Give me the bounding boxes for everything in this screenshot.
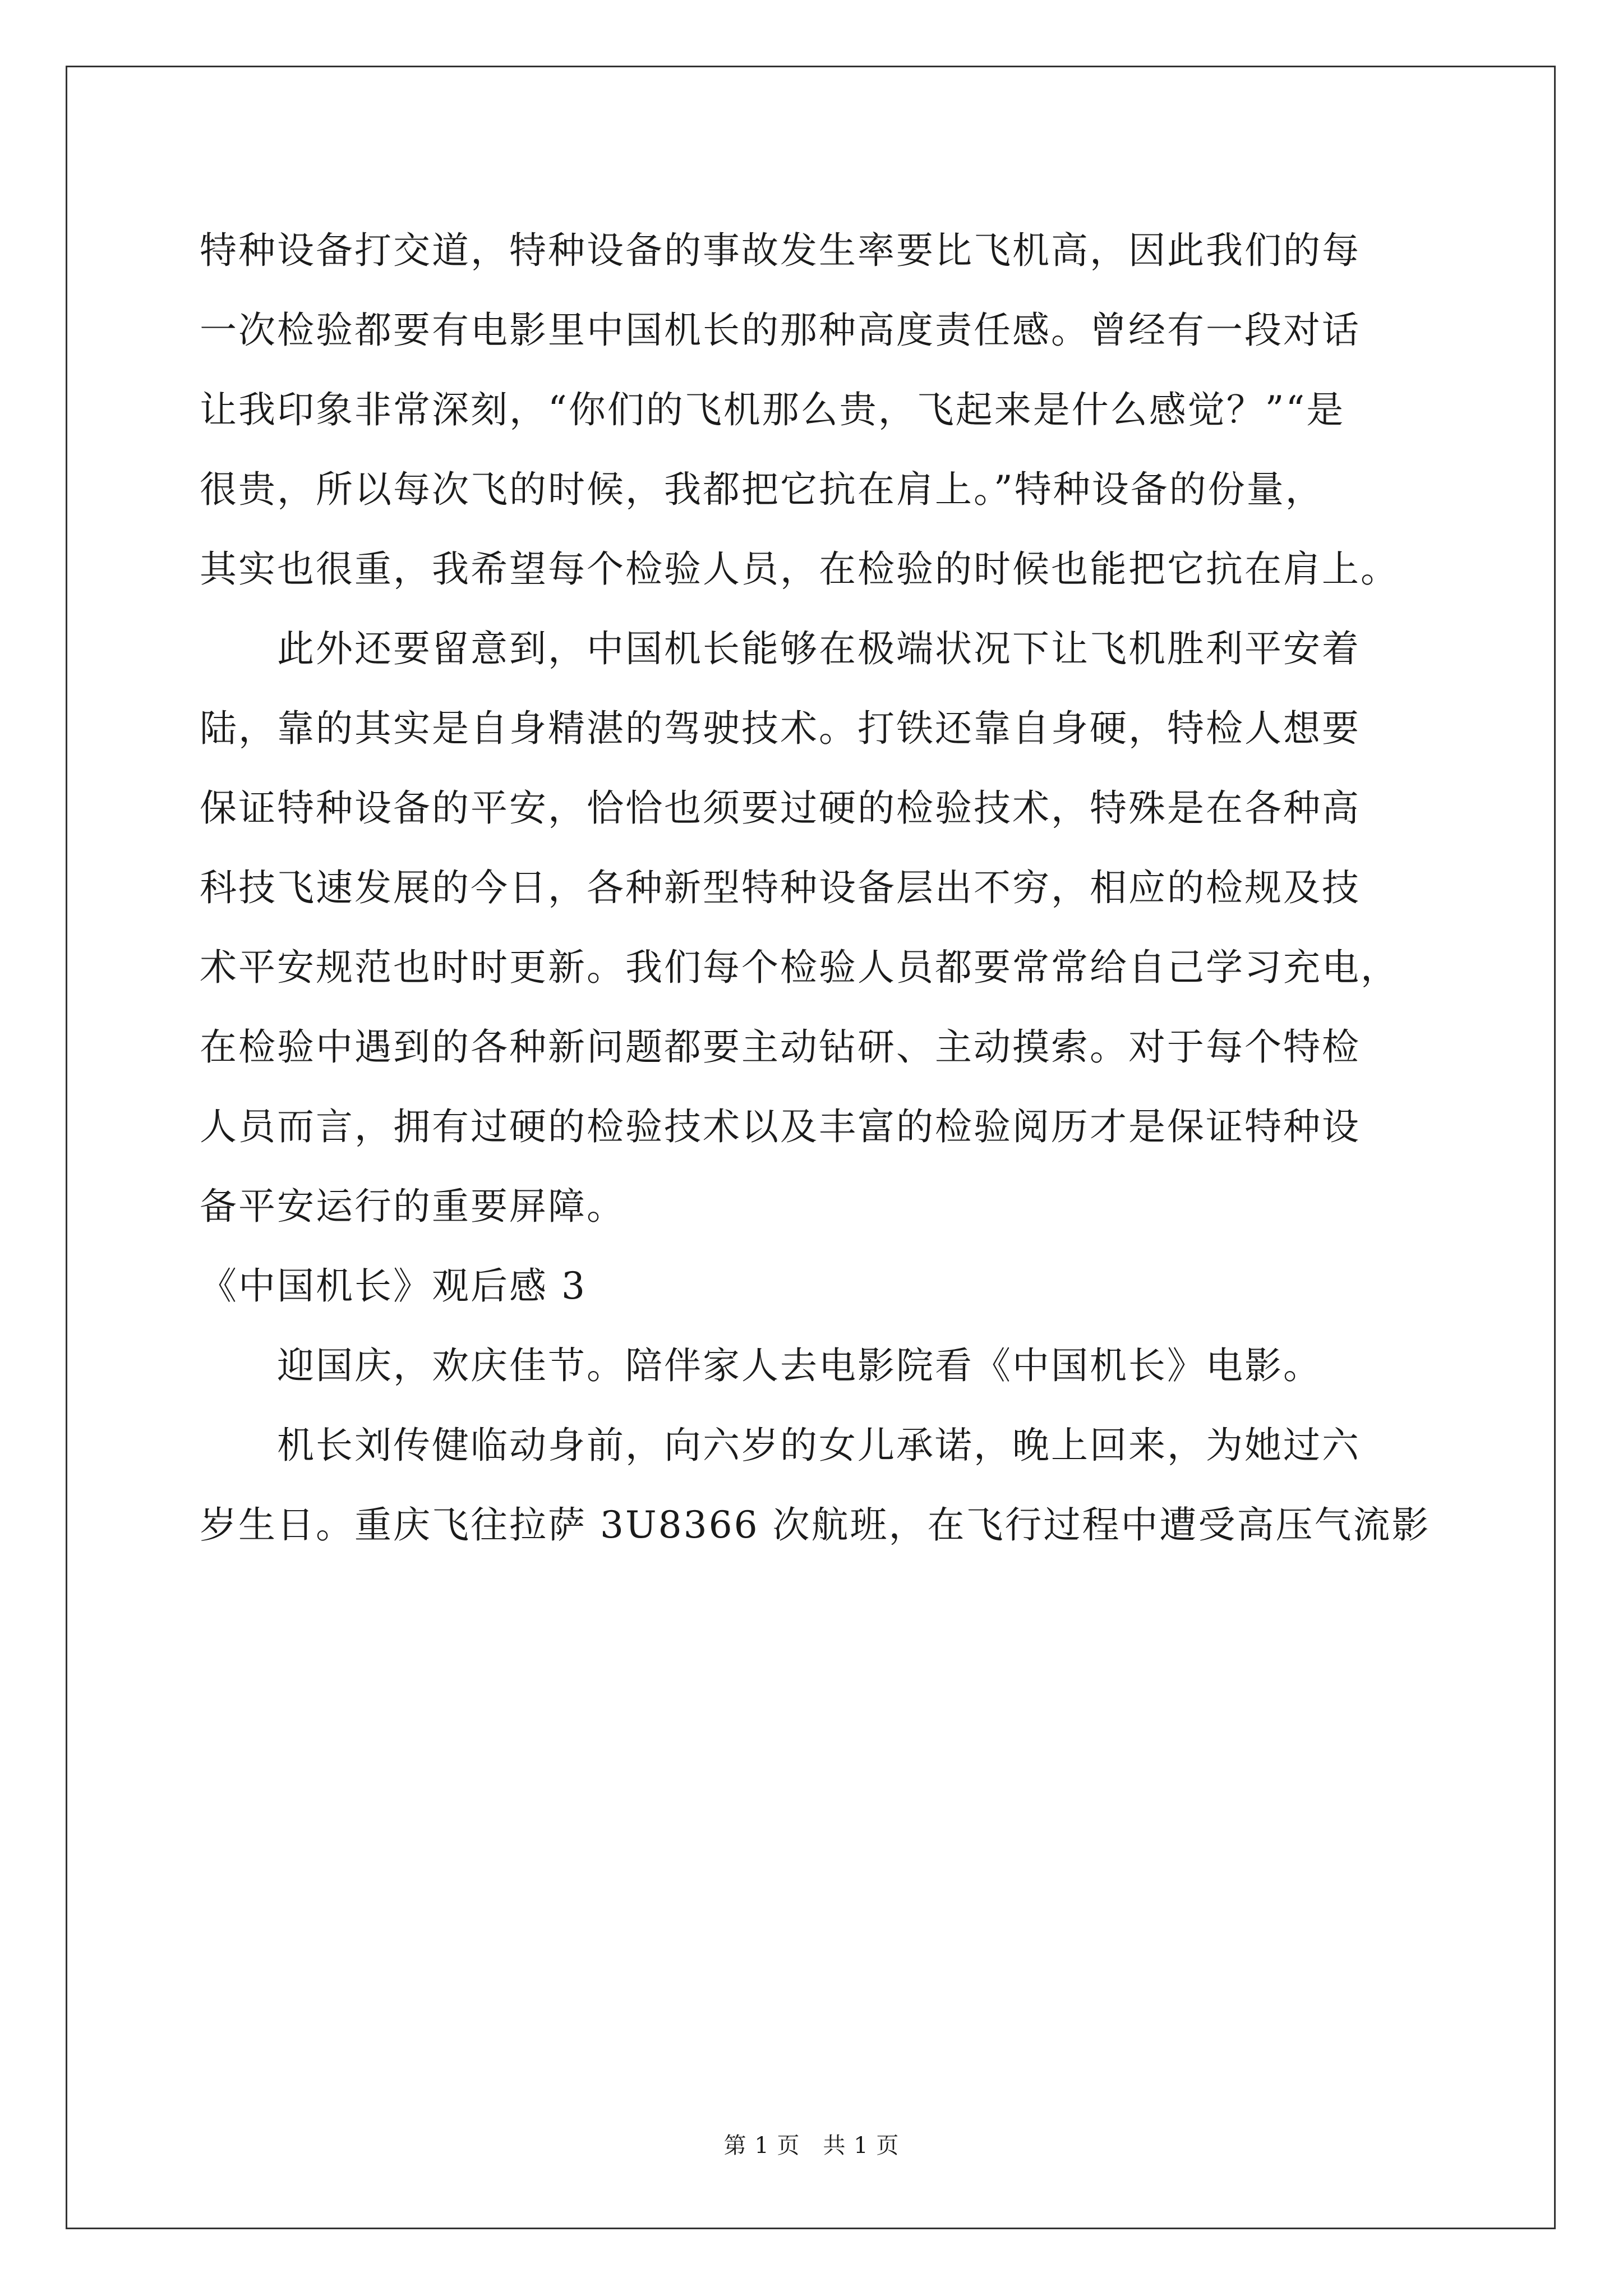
body-text-line-5: 其实也很重，我希望每个检验人员，在检验的时候也能把它抗在肩上。 [200, 547, 1399, 591]
section-heading: 《中国机长》观后感 3 [200, 1264, 587, 1308]
body-text-line-8: 保证特种设备的平安，恰恰也须要过硬的检验技术，特殊是在各种高 [200, 786, 1361, 830]
body-text-line-1: 特种设备打交道，特种设备的事故发生率要比飞机高，因此我们的每 [200, 229, 1361, 272]
body-text-line-4: 很贵，所以每次飞的时候，我都把它抗在肩上。”特种设备的份量， [200, 468, 1324, 511]
body-text-line-10: 术平安规范也时时更新。我们每个检验人员都要常常给自己学习充电， [200, 946, 1399, 989]
body-text-line-12: 人员而言，拥有过硬的检验技术以及丰富的检验阅历才是保证特种设 [200, 1105, 1361, 1148]
body-text-line-17: 岁生日。重庆飞往拉萨 3U8366 次航班，在飞行过程中遭受高压气流影 [200, 1503, 1431, 1547]
body-text-line-13: 备平安运行的重要屏障。 [200, 1185, 625, 1228]
body-text-line-11: 在检验中遇到的各种新问题都要主动钻研、主动摸索。对于每个特检 [200, 1025, 1361, 1069]
body-text-line-6: 此外还要留意到，中国机长能够在极端状况下让飞机胜利平安着 [200, 627, 1361, 670]
page-footer: 第 1 页 共 1 页 [723, 2133, 900, 2159]
body-text-line-15: 迎国庆，欢庆佳节。陪伴家人去电影院看《中国机长》电影。 [200, 1344, 1322, 1387]
body-text-line-2: 一次检验都要有电影里中国机长的那种高度责任感。曾经有一段对话 [200, 309, 1361, 352]
body-text-line-16: 机长刘传健临动身前，向六岁的女儿承诺，晚上回来，为她过六 [200, 1424, 1361, 1467]
body-text-line-9: 科技飞速发展的今日，各种新型特种设备层出不穷，相应的检规及技 [200, 866, 1361, 909]
body-text-line-3: 让我印象非常深刻，“你们的飞机那么贵，飞起来是什么感觉？”“是 [200, 388, 1345, 431]
body-text-line-7: 陆，靠的其实是自身精湛的驾驶技术。打铁还靠自身硬，特检人想要 [200, 707, 1361, 750]
